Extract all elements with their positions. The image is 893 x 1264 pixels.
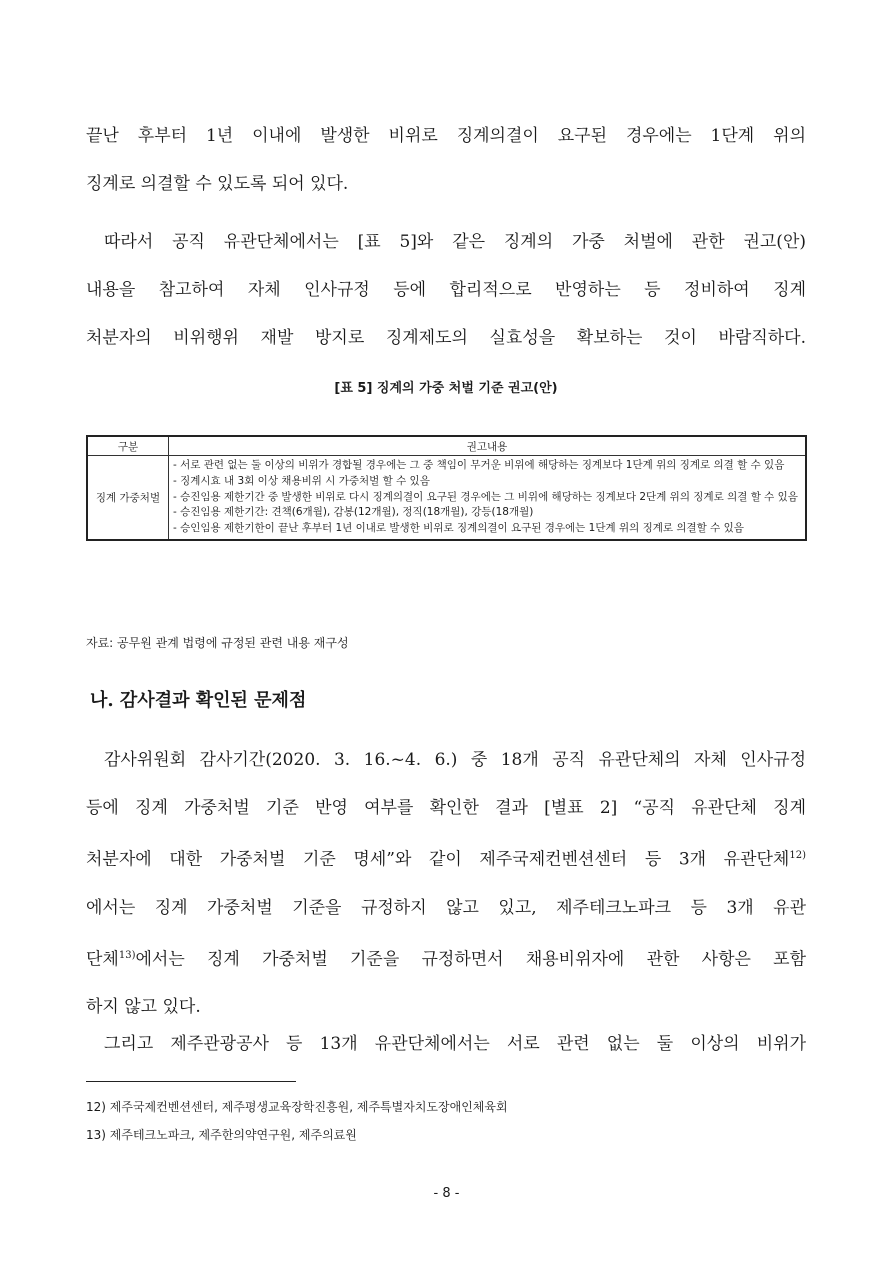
table-row	[87, 456, 806, 540]
text-line: 따라서 공직 유관단체에서는 [표 5]와 같은 징계의 가중 처벌에 관한 권고(안)	[104, 232, 806, 252]
footnote-13: 13) 제주테크노파크, 제주한의약연구원, 제주의료원	[86, 1128, 357, 1142]
table-header-row	[87, 436, 806, 456]
text-line: 그리고 제주관광공사 등 13개 유관단체에서는 서로 관련 없는 둘 이상의 비위가	[104, 1034, 806, 1054]
content-cell	[169, 456, 807, 540]
footnote-ref-12: 12)	[789, 850, 806, 861]
text-line: 끝난 후부터 1년 이내에 발생한 비위로 징계의결이 요구된 경우에는 1단계 위의	[86, 126, 806, 146]
list-item: - 승인임용 제한기한이 끝난 후부터 1년 이내로 발생한 비위로 징계의결이 요구된 경우에는 1단계 위의 징계로 의결할 수 있음	[173, 522, 744, 535]
text-line: 감사위원회 감사기간(2020. 3. 16.~4. 6.) 중 18개 공직 유관단체의 자체 인사규정	[104, 750, 806, 770]
category-cell: 징계 가중처벌	[87, 456, 169, 540]
text-line: 내용을 참고하여 자체 인사규정 등에 합리적으로 반영하는 등 정비하여 징계	[86, 280, 806, 300]
text-line: 등에 징계 가중처벌 기준 반영 여부를 확인한 결과 [별표 2] “공직 유관단체 징계	[86, 798, 806, 818]
text-segment: 처분자에 대한 가중처벌 기준 명세”와 같이 제주국제컨벤션센터 등 3개 유관단체	[86, 849, 790, 870]
text-segment: 에서는 징계 가중처벌 기준을 규정하면서 채용비위자에 관한 사항은 포함	[135, 949, 806, 970]
text-line: 에서는 징계 가중처벌 기준을 규정하지 않고 있고, 제주테크노파크 등 3개 유관	[86, 897, 806, 918]
text-line	[86, 832, 806, 884]
discipline-table	[86, 435, 807, 541]
list-item: - 서로 관련 없는 둘 이상의 비위가 경합될 경우에는 그 중 책임이 무거운 비위에 해당하는 징계보다 1단계 위의 징계로 의결 할 수 있음	[173, 459, 785, 471]
body-paragraph-4	[86, 1020, 806, 1068]
text-line: 처분자의 비위행위 재발 방지로 징계제도의 실효성을 확보하는 것이 바람직하다.	[86, 328, 806, 348]
list-item: - 징계시효 내 3회 이상 채용비위 시 가중처벌 할 수 있음	[173, 474, 430, 487]
table-source: 자료: 공무원 관계 법령에 규정된 관련 내용 재구성	[86, 636, 349, 650]
body-paragraph-1	[86, 112, 806, 208]
list-item: - 승진임용 제한기간 중 발생한 비위로 다시 징계의결이 요구된 경우에는 그 비위에 해당하는 징계보다 2단계 위의 징계로 의결 할 수 있음	[173, 490, 798, 503]
section-heading: 나. 감사결과 확인된 문제점	[90, 690, 307, 711]
header-category: 구분	[87, 436, 169, 456]
text-segment: 단체	[86, 949, 119, 970]
page-number: - 8 -	[433, 1186, 460, 1201]
text-line: 징계로 의결할 수 있도록 되어 있다.	[86, 174, 349, 194]
text-line	[86, 932, 806, 984]
footnote-divider	[86, 1081, 296, 1082]
body-paragraph-2	[86, 218, 806, 362]
list-item: - 승진임용 제한기간: 견책(6개월), 감봉(12개월), 정직(18개월), 강등(18개월)	[173, 506, 534, 519]
footnote-ref-13: 13)	[118, 949, 136, 961]
text-line: 하지 않고 있다.	[86, 997, 201, 1018]
header-content: 권고내용	[169, 436, 807, 456]
table-caption: [표 5] 징계의 가중 처벌 기준 권고(안)	[334, 381, 558, 396]
footnote-12: 12) 제주국제컨벤션센터, 제주평생교육장학진흥원, 제주특별자치도장애인체육회	[86, 1100, 508, 1114]
body-paragraph-3	[86, 736, 806, 1031]
